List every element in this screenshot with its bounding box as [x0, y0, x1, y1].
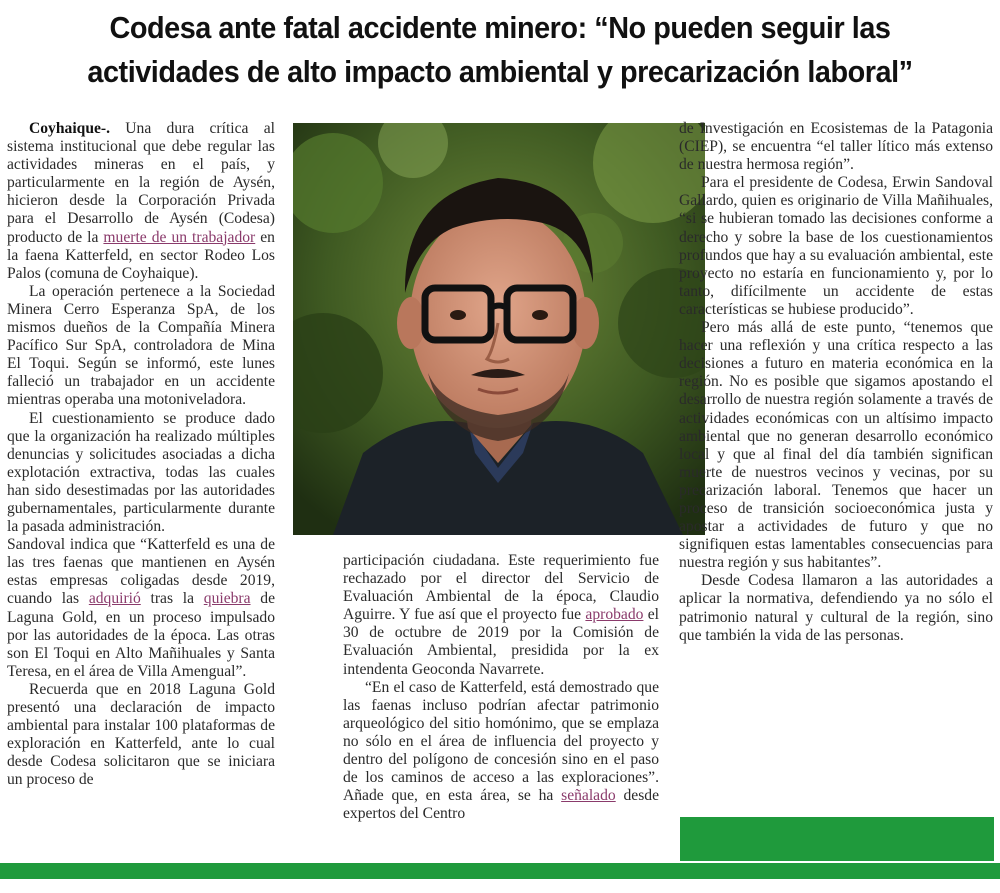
paragraph: Pero más allá de este punto, “tenemos que hacer una reflexión y una crítica respecto a las decisiones a futuro en materia económica en la región. No es posible que sigamos apostando el desarrollo de nuestra región solamente a través de actividades económicas con un altísimo impacto ambiental que no generan desarrollo económico local y que al final del día también significan muerte de nuestros vecinos y vecinas, por su precarización laboral. Tenemos que hacer un proceso de transición socioeconómica justa y apostar a actividades de futuro y que no signifiquen estas lamentables consecuencias para nuestra región y sus habitantes”. — [679, 319, 993, 572]
paragraph-text: tras la — [140, 590, 204, 608]
article-column-3 — [679, 120, 993, 645]
paragraph: Desde Codesa llamaron a las autoridades a aplicar la normativa, defendiendo ya no sólo el patrimonio natural y cultural de la región, sino que también la vida de las personas. — [679, 572, 993, 644]
article-column-1 — [7, 120, 275, 789]
paragraph-text: participación ciudadana. Este requerimiento fue rechazado por el director del Servicio de Evaluación Ambiental de la época, Claudio Aguirre. Y fue así que el proyecto fue — [343, 552, 659, 624]
paragraph — [7, 536, 275, 681]
paragraph: Recuerda que en 2018 Laguna Gold presentó una declaración de impacto ambiental para instalar 100 plataformas de exploración en Katterfeld, ante lo cual desde Codesa solicitaron que se iniciara un proceso de — [7, 680, 275, 789]
paragraph — [7, 120, 275, 283]
paragraph: de Investigación en Ecosistemas de la Patagonia (CIEP), se encuentra “el taller lítico más extenso de nuestra hermosa región”. — [679, 120, 993, 174]
dateline: Coyhaique-. — [29, 120, 111, 137]
link-adquirio[interactable]: adquirió — [88, 590, 141, 608]
paragraph — [343, 679, 659, 824]
paragraph-text: desde expertos del Centro — [343, 787, 659, 823]
link-quiebra[interactable]: quiebra — [203, 590, 251, 608]
paragraph: El cuestionamiento se produce dado que la organización ha realizado múltiples denuncias y solicitudes asociadas a dicha explotación extractiva, todas las cuales han sido desestimadas por las autoridades gubernamentales, particularmente durante la pasada administración. — [7, 409, 275, 536]
paragraph: Para el presidente de Codesa, Erwin Sandoval Gallardo, quien es originario de Villa Mañihuales, “si se hubieran tomado las decisiones conforme a derecho y sobre la base de los cuestionamientos profundos que hay a su evaluación ambiental, este proyecto no estaría en funcionamiento y, por lo tanto, difícilmente un accidente de estas características se hubiese producido”. — [679, 174, 993, 318]
article-column-2 — [343, 552, 659, 823]
footer-bar — [0, 863, 1000, 879]
accent-bar — [680, 817, 994, 861]
headline-line-2: actividades de alto impacto ambiental y precarización laboral” — [87, 54, 913, 89]
paragraph-text: “En el caso de Katterfeld, está demostrado que las faenas incluso podrían afectar patrimonio arqueológico del sitio homónimo, que se emplaza no sólo en el área de influencia del proyecto y dentro del polígono de concesión sino en el paso de los caminos de acceso a las exploraciones”. Añade que, en esta área, se ha — [343, 678, 659, 805]
link-aprobado[interactable]: aprobado — [585, 606, 644, 624]
portrait-photo — [293, 123, 705, 535]
paragraph-text: el 30 de octubre de 2019 por la Comisión de Evaluación Ambiental, presidida por la ex intendenta Geoconda Navarrete. — [343, 606, 659, 678]
paragraph-text: Sandoval indica que “Katterfeld es una de las tres faenas que mantienen en Aysén estas empresas coligadas desde 2019, cuando las — [7, 536, 275, 608]
paragraph-text: de Laguna Gold, en un proceso impulsado por las autoridades de la época. Las otras son El Toqui en Alto Mañihuales y Santa Teresa, en el área de Villa Amengual”. — [7, 590, 275, 680]
paragraph: La operación pertenece a la Sociedad Minera Cerro Esperanza SpA, de los mismos dueños de la Compañía Minera Pacífico Sur SpA, controladora de Mina El Toqui. Según se informó, este lunes falleció un trabajador en un accidente mientras operaba una motoniveladora. — [7, 282, 275, 409]
paragraph-text: en la faena Katterfeld, en sector Rodeo Los Palos (comuna de Coyhaique). — [7, 228, 275, 282]
link-muerte-trabajador[interactable]: muerte de un trabajador — [103, 228, 256, 246]
paragraph-text: Una dura crítica al sistema institucional que debe regular las actividades mineras en el país, y particularmente en la región de Aysén, hicieron desde la Corporación Privada para el Desarrollo de Aysén (Codesa) producto de la — [7, 120, 275, 246]
link-senalado[interactable]: señalado — [561, 787, 616, 805]
portrait-image — [293, 123, 705, 535]
paragraph — [343, 552, 659, 679]
headline-line-1: Codesa ante fatal accidente minero: “No pueden seguir las — [109, 10, 891, 45]
headline — [35, 6, 965, 94]
